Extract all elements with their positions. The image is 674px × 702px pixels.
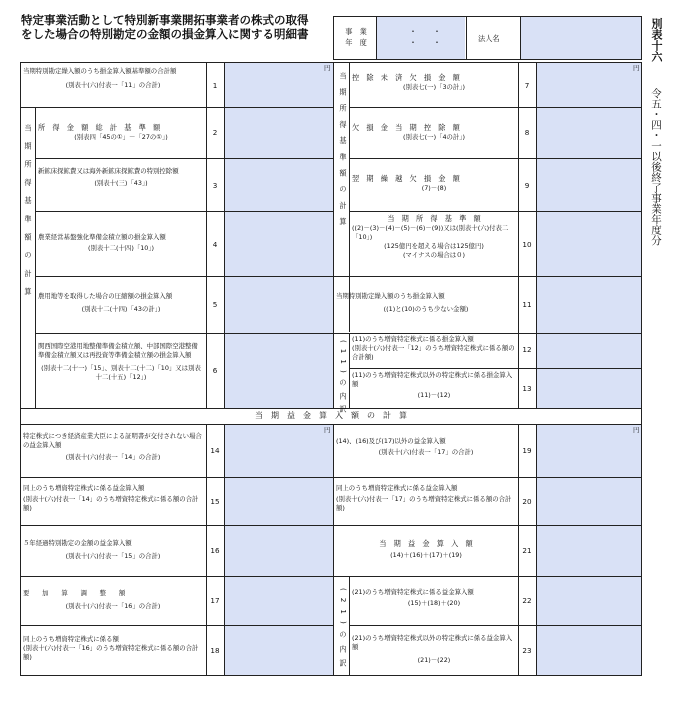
value-cell-5[interactable]	[225, 277, 333, 333]
row-number-15: 15	[210, 497, 220, 506]
row-5: 農用地等を取得した場合の圧縮額の損金算入額 (別表十二(十四)「43の計」)	[38, 292, 173, 313]
form-title-line1: 特定事業活動として特別新事業開拓事業者の株式の取得	[21, 13, 309, 27]
value-cell-3[interactable]	[225, 159, 333, 211]
row-number-21: 21	[522, 546, 532, 555]
row-19: (14)、(16)及び(17)以外の益金算入額 (別表十(六)付表一「17」の合計)	[336, 437, 474, 456]
row-number-12: 12	[522, 345, 532, 354]
row-number-20: 20	[522, 497, 532, 506]
unit-label: 円	[324, 64, 331, 72]
value-cell-2[interactable]	[225, 108, 333, 158]
value-cell-11[interactable]	[537, 277, 641, 333]
row-number-4: 4	[212, 240, 218, 249]
row-22: (21)のうち増資特定株式に係る益金算入額 (15)＋(18)＋(20)	[352, 588, 474, 607]
value-cell-9[interactable]	[537, 159, 641, 211]
row-23: (21)のうち増資特定株式以外の特定株式に係る益金算入額 (21)－(22)	[352, 634, 513, 664]
value-cell-17[interactable]	[225, 577, 333, 625]
left-group-label: 当期所得基準額の計算	[24, 124, 33, 306]
unit-label-right: 円	[633, 64, 640, 72]
row-number-16: 16	[210, 546, 220, 555]
row-14: 特定株式につき経済産業大臣による証明書が交付されない場合の益金算入額 (別表十(六)付表一「14」の合計)	[23, 432, 202, 461]
value-cell-15[interactable]	[225, 478, 333, 525]
row-17: 要 加 算 調 整 額 (別表十(六)付表一「16」の合計)	[23, 589, 161, 610]
value-cell-7[interactable]	[537, 63, 641, 107]
value-cell-16[interactable]	[225, 526, 333, 576]
row-1: 当期特別勘定繰入額のうち損金算入額基準額の合計額 (別表十(六)付表一「11」の合計)	[23, 67, 177, 89]
row-21: 当 期 益 金 算 入 額 (14)＋(16)＋(17)＋(19)	[379, 539, 473, 559]
value-cell-12[interactable]	[537, 334, 641, 368]
unit-label-bottom-left: 円	[324, 426, 331, 434]
corp-name-field[interactable]	[521, 17, 641, 59]
row-number-22: 22	[522, 596, 532, 605]
value-cell-13[interactable]	[537, 369, 641, 408]
value-cell-8[interactable]	[537, 108, 641, 158]
row-number-1: 1	[212, 81, 218, 90]
value-cell-6[interactable]	[225, 334, 333, 408]
form-title-line2: をした場合の特別勘定の金額の損金算入に関する明細書	[21, 27, 309, 41]
row-10: 当 期 所 得 基 準 額 ((2)－(3)－(4)－(5)－(6)－(9))又は(別表十(六)付表二「10」) (125億円を超える場合は125億円) (マイナスの場合は０)	[352, 214, 509, 259]
row-13: (11)のうち増資特定株式以外の特定株式に係る損金算入額 (11)－(12)	[352, 371, 513, 399]
row-number-9: 9	[524, 181, 530, 190]
row-number-6: 6	[212, 366, 218, 375]
row-number-10: 10	[522, 240, 532, 249]
form-number-label: 別表十六	[650, 18, 663, 62]
bottom-sub-label: (21)の内訳	[339, 588, 348, 674]
fiscal-year-label: 事 業 年 度	[345, 27, 367, 47]
value-cell-4[interactable]	[225, 212, 333, 276]
row-6: 関西国際空港用地整備準備金積立額、中部国際空港整備準備金積立額又は再投資等準備金積立額の損金算入額 (別表十二(十一)「15」、別表十二(十二)「10」又は別表十二(十五)「12」)	[38, 342, 201, 381]
row-number-2: 2	[212, 128, 218, 137]
row-number-14: 14	[210, 446, 220, 455]
row-number-23: 23	[522, 646, 532, 655]
row-number-5: 5	[212, 300, 218, 309]
row-number-17: 17	[210, 596, 220, 605]
value-cell-19[interactable]	[537, 425, 641, 477]
unit-label-bottom-right: 円	[633, 426, 640, 434]
era-label: 令五・四・一以後終了事業年度分	[650, 88, 662, 246]
right-sub-label: (11)の内訳	[339, 340, 348, 419]
row-number-18: 18	[210, 646, 220, 655]
row-16: ５年経過特別勘定の金額の益金算入額 (別表十(六)付表一「15」の合計)	[23, 539, 161, 560]
value-cell-1[interactable]	[225, 63, 333, 107]
value-cell-23[interactable]	[537, 626, 641, 675]
row-number-13: 13	[522, 384, 532, 393]
row-4: 農業経営基盤強化準備金積立額の損金算入額 (別表十二(十四)「10」)	[38, 233, 166, 252]
row-20: 同上のうち増資特定株式に係る益金算入額 (別表十(六)付表一「17」のうち増資特定株式に係る額の合計額)	[336, 484, 512, 512]
value-cell-18[interactable]	[225, 626, 333, 675]
row-number-11: 11	[522, 300, 532, 309]
row-12: (11)のうち増資特定株式に係る損金算入額 (別表十(六)付表一「12」のうち増資特定株式に係る額の合計額)	[352, 335, 515, 361]
row-15: 同上のうち増資特定株式に係る益金算入額 (別表十(六)付表一「14」のうち増資特定株式に係る額の合計額)	[23, 484, 199, 512]
row-8: 欠 損 金 当 期 控 除 額 (別表七(一)「4の計」)	[352, 123, 465, 141]
row-9: 翌 期 繰 越 欠 損 金 額 (7)－(8)	[352, 174, 460, 192]
value-cell-22[interactable]	[537, 577, 641, 625]
row-number-7: 7	[524, 81, 530, 90]
right-group-label: 当期所得基準額の計算	[339, 72, 348, 234]
fiscal-year-field[interactable]	[377, 17, 465, 59]
row-number-8: 8	[524, 128, 530, 137]
row-18: 同上のうち増資特定株式に係る額 (別表十(六)付表一「16」のうち増資特定株式に係る額の合計額)	[23, 635, 199, 661]
section-heading: 当 期 益 金 算 入 額 の 計 算	[255, 411, 407, 420]
row-number-19: 19	[522, 446, 532, 455]
value-cell-10[interactable]	[537, 212, 641, 276]
value-cell-14[interactable]	[225, 425, 333, 477]
corp-name-label: 法人名	[478, 34, 500, 43]
row-11: 当期特別勘定繰入額のうち損金算入額 ((1)と(10)のうち少ない金額)	[336, 292, 469, 313]
value-cell-21[interactable]	[537, 526, 641, 576]
value-cell-20[interactable]	[537, 478, 641, 525]
form-title	[21, 13, 331, 41]
row-number-3: 3	[212, 181, 218, 190]
row-3: 新鉱床探鉱費又は海外新鉱床探鉱費の特別控除額 (別表十(三)「43」)	[38, 167, 179, 187]
row-2: 所 得 金 額 総 計 基 準 額 (別表四「45の①」－「27の①」)	[38, 123, 168, 141]
row-7: 控 除 未 済 欠 損 金 額 (別表七(一)「3の計」)	[352, 73, 465, 91]
